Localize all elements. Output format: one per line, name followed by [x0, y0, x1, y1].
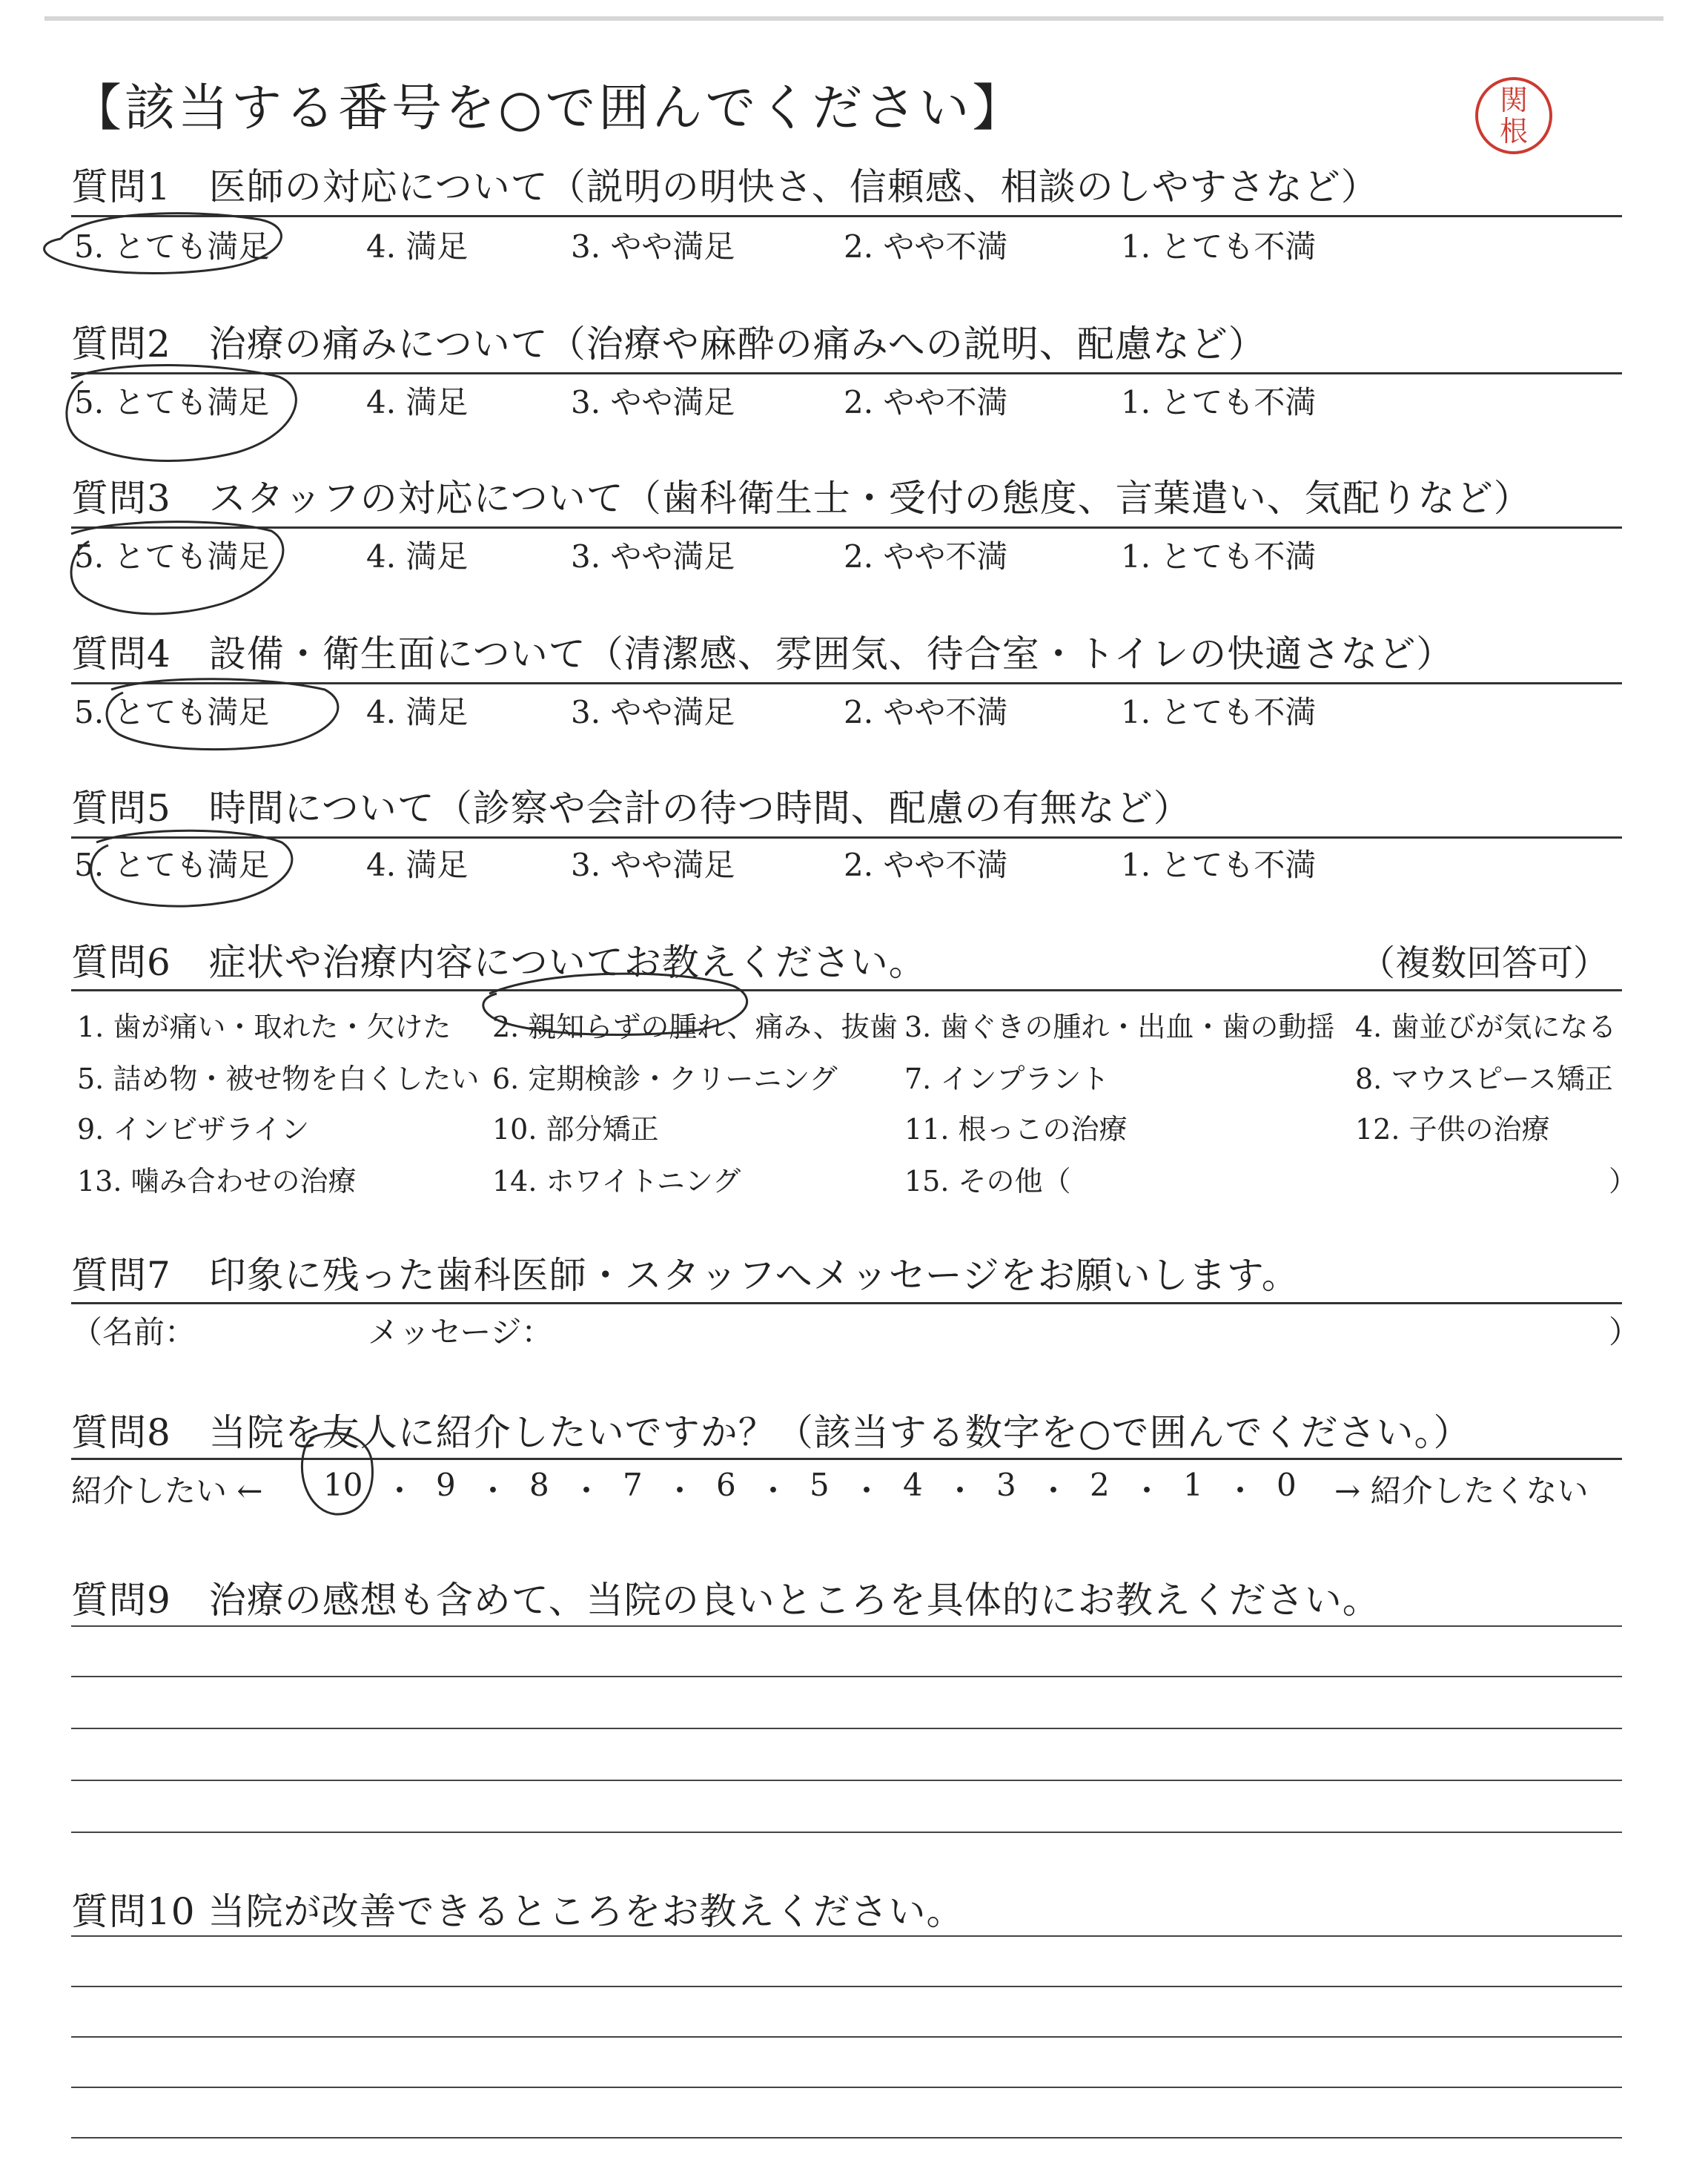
- question-10-writing-line: [71, 2137, 1622, 2138]
- question-2-title: 質問2 治療の痛みについて（治療や麻酔の痛みへの説明、配慮など）: [71, 323, 1266, 366]
- question-1-option-2[interactable]: 2. やや不満: [844, 228, 1008, 265]
- question-3-option-5[interactable]: 5. とても満足: [74, 538, 270, 575]
- question-5-option-2[interactable]: 2. やや不満: [844, 847, 1008, 883]
- question-8-score-5[interactable]: 5: [810, 1467, 830, 1503]
- question-3-rule: [71, 526, 1622, 529]
- question-6-choice-5[interactable]: 5. 詰め物・被せ物を白くしたい: [77, 1063, 480, 1095]
- question-8-score-7[interactable]: 7: [623, 1467, 643, 1503]
- question-3-option-4[interactable]: 4. 満足: [366, 538, 469, 575]
- question-6-choice-1[interactable]: 1. 歯が痛い・取れた・欠けた: [77, 1011, 451, 1043]
- question-4-title: 質問4 設備・衛生面について（清潔感、雰囲気、待合室・トイレの快適さなど）: [71, 633, 1454, 676]
- seal-stamp-top-char: 関: [1499, 84, 1528, 116]
- question-6-choice-7[interactable]: 7. インプラント: [904, 1063, 1110, 1095]
- question-6-choice-9[interactable]: 9. インビザライン: [77, 1113, 310, 1146]
- question-8-separator: ・: [944, 1473, 976, 1509]
- question-6-choice-6[interactable]: 6. 定期検診・クリーニング: [492, 1063, 838, 1095]
- question-8-score-2[interactable]: 2: [1090, 1467, 1110, 1503]
- question-4-option-5[interactable]: 5. とても満足: [74, 694, 270, 730]
- question-5-rule: [71, 836, 1622, 839]
- question-1-option-1[interactable]: 1. とても不満: [1121, 228, 1317, 265]
- question-8-score-4[interactable]: 4: [903, 1467, 923, 1503]
- question-8-separator: ・: [758, 1473, 790, 1509]
- question-1-title: 質問1 医師の対応について（説明の明快さ、信頼感、相談のしやすさなど）: [71, 165, 1379, 208]
- question-3-title: 質問3 スタッフの対応について（歯科衛生士・受付の態度、言葉遣い、気配りなど）: [71, 477, 1532, 520]
- question-6-choice-3[interactable]: 3. 歯ぐきの腫れ・出血・歯の動揺: [904, 1011, 1335, 1043]
- question-8-score-1[interactable]: 1: [1183, 1467, 1203, 1503]
- question-8-score-0[interactable]: 0: [1277, 1467, 1297, 1503]
- question-7-name-label: （名前：: [71, 1314, 196, 1350]
- question-2-option-1[interactable]: 1. とても不満: [1121, 384, 1317, 420]
- question-9-writing-line: [71, 1676, 1622, 1677]
- question-8-rule: [71, 1458, 1622, 1460]
- question-7-rule: [71, 1302, 1622, 1304]
- question-9-title: 質問9 治療の感想も含めて、当院の良いところを具体的にお教えください。: [71, 1579, 1380, 1622]
- seal-stamp-bottom-char: 根: [1499, 115, 1528, 148]
- question-3-option-3[interactable]: 3. やや満足: [571, 538, 735, 575]
- question-6-title: 質問6 症状や治療内容についてお教えください。: [71, 941, 927, 984]
- question-6-choice-12[interactable]: 12. 子供の治療: [1355, 1113, 1550, 1146]
- question-6-choice-11[interactable]: 11. 根っこの治療: [904, 1113, 1128, 1146]
- question-4-option-4[interactable]: 4. 満足: [366, 694, 469, 730]
- seal-stamp: [1475, 77, 1552, 154]
- question-2-option-5[interactable]: 5. とても満足: [74, 384, 270, 420]
- question-9-writing-line: [71, 1728, 1622, 1729]
- question-6-choice-15[interactable]: 15. その他（: [904, 1165, 1071, 1198]
- question-8-score-8[interactable]: 8: [529, 1467, 549, 1503]
- question-4-option-2[interactable]: 2. やや不満: [844, 694, 1008, 730]
- question-8-separator: ・: [384, 1473, 416, 1509]
- question-6-multiple-answers-note: （複数回答可）: [1360, 942, 1609, 984]
- question-10-writing-line: [71, 2036, 1622, 2038]
- question-1-rule: [71, 215, 1622, 217]
- question-5-option-3[interactable]: 3. やや満足: [571, 847, 735, 883]
- question-4-rule: [71, 682, 1622, 684]
- question-4-option-3[interactable]: 3. やや満足: [571, 694, 735, 730]
- question-1-option-4[interactable]: 4. 満足: [366, 228, 469, 265]
- question-6-choice-14[interactable]: 14. ホワイトニング: [492, 1165, 741, 1198]
- question-6-choice-2[interactable]: 2. 親知らずの腫れ、痛み、抜歯: [492, 1011, 898, 1043]
- question-10-writing-line: [71, 2087, 1622, 2088]
- question-5-title: 質問5 時間について（診察や会計の待つ時間、配慮の有無など）: [71, 787, 1191, 830]
- question-2-option-2[interactable]: 2. やや不満: [844, 384, 1008, 420]
- question-9-writing-line: [71, 1832, 1622, 1833]
- question-8-score-9[interactable]: 9: [436, 1467, 456, 1503]
- scan-top-edge: [44, 16, 1664, 21]
- question-10-title: 質問10 当院が改善できるところをお教えください。: [71, 1890, 964, 1933]
- question-7-message-label: メッセージ：: [368, 1314, 553, 1350]
- question-9-writing-line: [71, 1780, 1622, 1781]
- question-7-close-paren: ）: [1609, 1314, 1641, 1350]
- question-5-option-5[interactable]: 5. とても満足: [74, 847, 270, 883]
- question-8-left-label: 紹介したい ←: [71, 1473, 263, 1509]
- question-8-right-label: → 紹介したくない: [1334, 1473, 1589, 1509]
- question-8-separator: ・: [477, 1473, 509, 1509]
- question-2-option-4[interactable]: 4. 満足: [366, 384, 469, 420]
- question-8-separator: ・: [664, 1473, 696, 1509]
- question-8-score-10[interactable]: 10: [323, 1467, 363, 1503]
- question-8-separator: ・: [1225, 1473, 1257, 1509]
- question-8-score-3[interactable]: 3: [996, 1467, 1016, 1503]
- question-10-writing-line: [71, 1935, 1622, 1937]
- question-6-choice-13[interactable]: 13. 噛み合わせの治療: [77, 1165, 357, 1198]
- question-9-writing-line: [71, 1625, 1622, 1627]
- question-8-title: 質問8 当院を友人に紹介したいですか？（該当する数字を○で囲んでください。）: [71, 1411, 1472, 1454]
- question-3-option-1[interactable]: 1. とても不満: [1121, 538, 1317, 575]
- question-8-score-6[interactable]: 6: [716, 1467, 736, 1503]
- question-6-other-close-paren: ）: [1609, 1165, 1638, 1198]
- question-8-separator: ・: [851, 1473, 883, 1509]
- question-2-rule: [71, 372, 1622, 374]
- question-1-option-3[interactable]: 3. やや満足: [571, 228, 735, 265]
- question-1-option-5[interactable]: 5. とても満足: [74, 228, 270, 265]
- question-7-title: 質問7 印象に残った歯科医師・スタッフへメッセージをお願いします。: [71, 1254, 1300, 1297]
- question-5-option-4[interactable]: 4. 満足: [366, 847, 469, 883]
- question-6-choice-8[interactable]: 8. マウスピース矯正: [1355, 1063, 1613, 1095]
- question-8-separator: ・: [1131, 1473, 1163, 1509]
- question-8-separator: ・: [1038, 1473, 1070, 1509]
- form-instruction-title: 【該当する番号を○で囲んでください】: [71, 79, 1026, 138]
- question-8-separator: ・: [571, 1473, 603, 1509]
- question-6-choice-4[interactable]: 4. 歯並びが気になる: [1355, 1011, 1617, 1043]
- question-6-rule: [71, 989, 1622, 991]
- question-5-option-1[interactable]: 1. とても不満: [1121, 847, 1317, 883]
- question-4-option-1[interactable]: 1. とても不満: [1121, 694, 1317, 730]
- question-6-choice-10[interactable]: 10. 部分矯正: [492, 1113, 659, 1146]
- question-2-option-3[interactable]: 3. やや満足: [571, 384, 735, 420]
- question-10-writing-line: [71, 1986, 1622, 1987]
- question-3-option-2[interactable]: 2. やや不満: [844, 538, 1008, 575]
